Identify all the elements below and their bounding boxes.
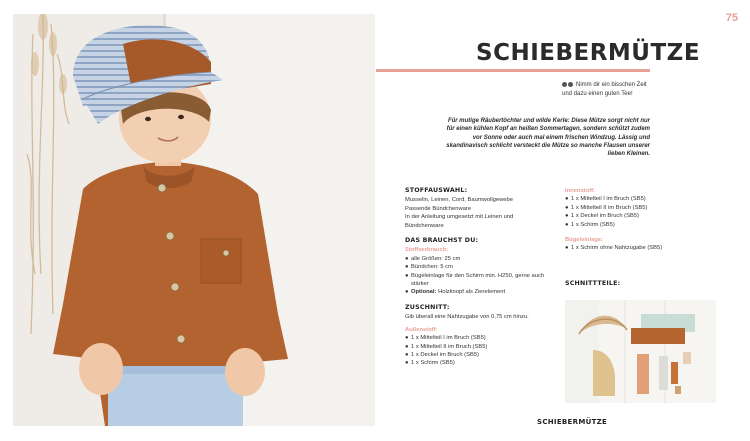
time-note-text: Nimm dir ein bisschen Zeit und dazu einen guten Tee! <box>562 82 647 97</box>
list-item: ● alle Größen: 25 cm <box>405 255 461 262</box>
pattern-pieces-photo <box>565 300 716 403</box>
stoffauswahl-line: In der Anleitung umgesetzt mit Leinen und Bündchenware <box>405 214 514 229</box>
intro-paragraph: Für mutige Räubertöchter und wilde Kerle: Diese Mütze sorgt nicht nur für einen kühlen Kopf an heißen Sommertagen, sondern schützt zudem vor Sonne oder auch mal einem frischen Windzug. Lässig und skandinavisch schlicht versteckt die Mütze so manche Flausen unserer lieben Kleinen. <box>446 118 650 158</box>
bullet-icon: ● <box>565 204 569 211</box>
list-item: ● 1 x Mittelteil II im Bruch (SB5) <box>565 204 648 211</box>
das-brauchst-du-section <box>405 237 550 297</box>
schnittteile-heading: SCHNITTTEILE: <box>565 279 621 287</box>
stoffauswahl-line: Musselin, Leinen, Cord, Baumwollgewebe <box>405 197 513 204</box>
list-item: ● 1 x Schirm ohne Nahtzugabe (SB5) <box>565 245 663 252</box>
hero-photo-child-with-cap <box>13 14 375 426</box>
optional-label: Optional: <box>411 289 437 296</box>
bullet-icon: ● <box>405 335 409 342</box>
stoffverbrauch-subheading: Stoffverbrauch: <box>405 247 449 254</box>
stoffauswahl-heading: STOFFAUSWAHL: <box>405 187 468 194</box>
child-photo-illustration <box>13 14 375 426</box>
list-item: ● 1 x Schirm (SB5) <box>565 221 615 228</box>
list-item: ● 1 x Deckel im Bruch (SB5) <box>565 213 639 220</box>
buegeleinlage-subheading: Bügeleinlage: <box>565 237 604 244</box>
title-underline <box>376 69 650 72</box>
bullet-icon: ● <box>565 196 569 203</box>
time-note <box>562 81 654 98</box>
stoffauswahl-section <box>405 187 550 230</box>
bullet-icon: ● <box>405 255 409 262</box>
aussenstoff-subheading: Außenstoff: <box>405 326 438 333</box>
innenstoff-subheading: Innenstoff: <box>565 188 595 194</box>
stoffauswahl-line: Passende Bündchenware <box>405 205 472 212</box>
list-item: ● 1 x Mittelteil I im Bruch (SB5) <box>405 335 486 342</box>
zuschnitt-section <box>405 304 550 368</box>
bullet-icon: ● <box>565 245 569 252</box>
bullet-icon: ● <box>405 264 409 271</box>
difficulty-dots-icon <box>562 81 574 90</box>
list-item: ● Optional: Holzknopf als Zierelement <box>405 289 506 296</box>
right-column <box>565 187 675 289</box>
bullet-icon: ● <box>405 289 409 296</box>
das-brauchst-du-heading: DAS BRAUCHST DU: <box>405 237 479 245</box>
list-item: ● Bündchen: 5 cm <box>405 264 453 271</box>
innenstoff-section <box>565 187 675 229</box>
left-column <box>405 187 550 368</box>
bullet-icon: ● <box>405 360 409 367</box>
page-title: SCHIEBERMÜTZE <box>476 40 701 66</box>
pattern-pieces-illustration <box>565 300 716 403</box>
list-item: ● 1 x Mittelteil I im Bruch (SB5) <box>565 196 646 203</box>
bullet-icon: ● <box>565 221 569 228</box>
bullet-icon: ● <box>405 351 409 358</box>
list-item: ● Bügeleinlage für den Schirm min. H250, gerne auch stärker <box>405 272 545 288</box>
bullet-icon: ● <box>565 213 569 220</box>
footer-title: SCHIEBERMÜTZE <box>537 418 608 426</box>
list-item: ● 1 x Schirm (SB5) <box>405 360 455 367</box>
zuschnitt-heading: ZUSCHNITT: <box>405 303 450 311</box>
zuschnitt-text: Gib überall eine Nahtzugabe von 0,75 cm hinzu. <box>405 314 529 321</box>
list-item: ● 1 x Mittelteil II im Bruch (SB5) <box>405 343 488 350</box>
list-item: ● 1 x Deckel im Bruch (SB5) <box>405 351 479 358</box>
buegeleinlage-section <box>565 236 675 253</box>
page-number: 75 <box>725 12 738 24</box>
bullet-icon: ● <box>405 343 409 350</box>
bullet-icon: ● <box>405 272 409 279</box>
